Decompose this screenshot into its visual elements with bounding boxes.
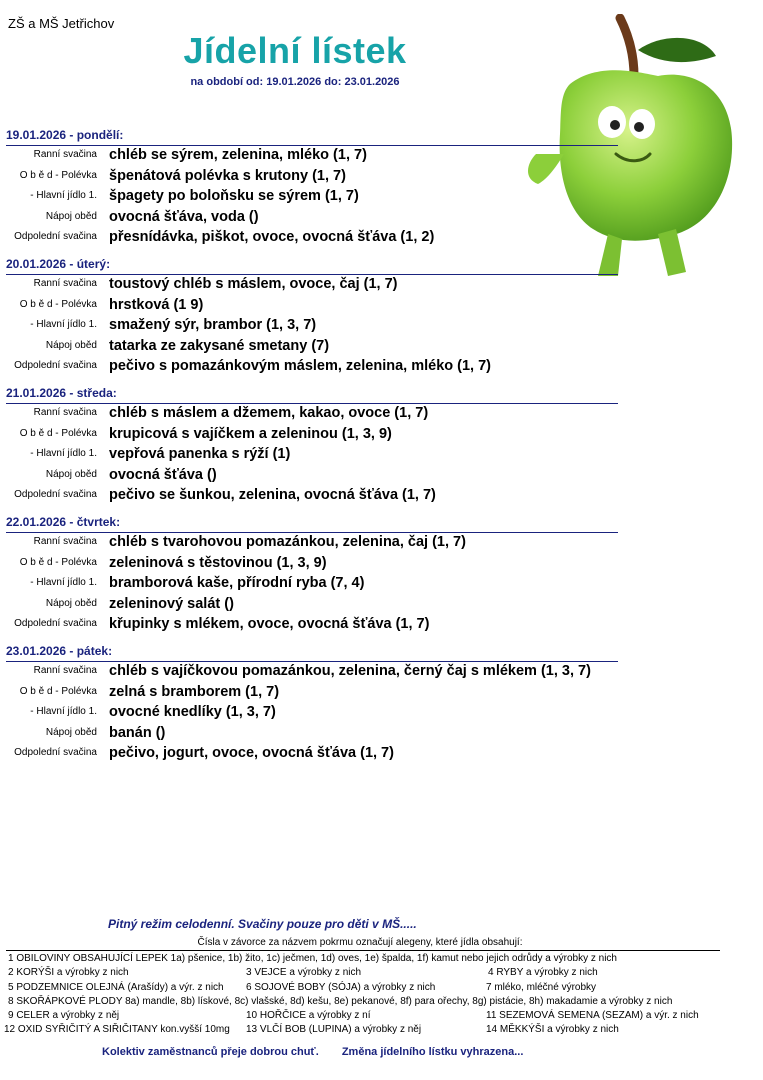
meal-row-main xyxy=(6,445,618,466)
day-heading: 19.01.2026 - pondělí: xyxy=(6,128,618,146)
meal-row-morning-snack xyxy=(6,404,618,425)
meal-text: špagety po boloňsku se sýrem (1, 7) xyxy=(109,188,359,204)
meal-text: chléb se sýrem, zelenina, mléko (1, 7) xyxy=(109,147,367,163)
allergen-item: 1 OBILOVINY OBSAHUJÍCÍ LEPEK 1a) pšenice, 1b) žito, 1c) ječmen, 1d) oves, 1e) špalda, 1f) kamut nebo jejich odrůdy a výrobky z nich xyxy=(8,953,617,964)
allergen-item: 12 OXID SYŘIČITÝ A SIŘIČITANY kon.vyšší 10mg xyxy=(4,1024,230,1036)
meal-row-drink xyxy=(6,595,618,616)
allergen-item: 7 mléko, mléčné výrobky xyxy=(486,981,597,993)
meal-text: bramborová kaše, přírodní ryba (7, 4) xyxy=(109,575,365,591)
meal-label: - Hlavní jídlo 1. xyxy=(30,706,97,717)
meal-label: Odpolední svačina xyxy=(14,231,97,242)
meal-text: zeleninová s těstovinou (1, 3, 9) xyxy=(109,554,327,571)
meal-row-morning-snack xyxy=(6,662,618,683)
meal-row-afternoon-snack xyxy=(6,615,618,636)
meal-label: - Hlavní jídlo 1. xyxy=(30,319,97,330)
meal-text: ovocné knedlíky (1, 3, 7) xyxy=(109,704,276,720)
allergen-item: 2 KORÝŠI a výrobky z nich xyxy=(8,967,129,979)
meal-row-afternoon-snack xyxy=(6,486,618,507)
meal-text: vepřová panenka s rýží (1) xyxy=(109,446,291,462)
meal-label: Odpolední svačina xyxy=(14,618,97,629)
school-name: ZŠ a MŠ Jetřichov xyxy=(8,16,115,31)
meal-label: Ranní svačina xyxy=(33,407,97,418)
meal-label: Nápoj oběd xyxy=(45,468,97,480)
meal-label: Odpolední svačina xyxy=(14,360,97,371)
meal-label: O b ě d - Polévka xyxy=(19,685,97,697)
meal-label: Odpolední svačina xyxy=(14,489,97,500)
allergen-legend xyxy=(4,953,728,1039)
meal-text: banán () xyxy=(109,724,166,741)
meal-label: Ranní svačina xyxy=(33,278,97,289)
footer-wish: Kolektiv zaměstnanců přeje dobrou chuť. xyxy=(102,1046,319,1058)
meal-label: - Hlavní jídlo 1. xyxy=(30,190,97,201)
meal-row-afternoon-snack xyxy=(6,357,618,378)
meal-label: Odpolední svačina xyxy=(14,747,97,758)
allergen-intro: Čísla v závorce za názvem pokrmu označují alegeny, které jídla obsahují: xyxy=(197,937,523,948)
meal-row-morning-snack xyxy=(6,275,618,296)
divider xyxy=(6,950,720,951)
meal-text: křupinky s mlékem, ovoce, ovocná šťáva (1, 7) xyxy=(109,616,430,632)
meal-text: chléb s tvarohovou pomazánkou, zelenina, čaj (1, 7) xyxy=(109,534,466,550)
meal-row-main xyxy=(6,316,618,337)
meal-text: smažený sýr, brambor (1, 3, 7) xyxy=(109,317,317,333)
day-heading: 22.01.2026 - čtvrtek: xyxy=(6,515,618,533)
meal-label: Ranní svačina xyxy=(33,536,97,547)
meal-text: chléb s máslem a džemem, kakao, ovoce (1, 7) xyxy=(109,405,429,421)
meal-text: krupicová s vajíčkem a zeleninou (1, 3, 9) xyxy=(109,425,392,442)
menu-period: na období od: 19.01.2026 do: 23.01.2026 xyxy=(190,76,400,88)
meal-row-soup xyxy=(6,683,618,704)
meal-label: Nápoj oběd xyxy=(45,210,97,222)
meal-label: - Hlavní jídlo 1. xyxy=(30,577,97,588)
meal-text: tatarka ze zakysané smetany (7) xyxy=(109,337,330,354)
meal-text: toustový chléb s máslem, ovoce, čaj (1, 7) xyxy=(109,276,398,292)
allergen-item: 13 VLČÍ BOB (LUPINA) a výrobky z něj xyxy=(246,1024,422,1036)
footer xyxy=(102,1046,523,1058)
allergen-item: 3 VEJCE a výrobky z nich xyxy=(246,967,362,979)
meal-row-main xyxy=(6,703,618,724)
meal-row-soup xyxy=(6,554,618,575)
meal-row-soup xyxy=(6,296,618,317)
meal-text: chléb s vajíčkovou pomazánkou, zelenina, černý čaj s mlékem (1, 3, 7) xyxy=(109,663,591,679)
meal-label: Nápoj oběd xyxy=(45,726,97,738)
meal-row-drink xyxy=(6,208,618,229)
meal-text: pečivo s pomazánkovým máslem, zelenina, mléko (1, 7) xyxy=(109,358,491,374)
meal-text: pečivo, jogurt, ovoce, ovocná šťáva (1, 7) xyxy=(109,745,394,761)
allergen-item: 4 RYBY a výrobky z nich xyxy=(488,967,598,979)
meal-row-main xyxy=(6,187,618,208)
day-friday xyxy=(6,644,618,765)
meal-row-main xyxy=(6,574,618,595)
allergen-item: 5 PODZEMNICE OLEJNÁ (Arašídy) a výr. z nich xyxy=(8,981,224,993)
meal-row-soup xyxy=(6,425,618,446)
meal-row-drink xyxy=(6,724,618,745)
meal-text: ovocná šťáva, voda () xyxy=(109,208,259,225)
allergen-item: 6 SOJOVÉ BOBY (SÓJA) a výrobky z nich xyxy=(246,981,436,993)
meal-label: O b ě d - Polévka xyxy=(19,169,97,181)
meal-text: hrstková (1 9) xyxy=(109,296,204,313)
meal-text: zeleninový salát () xyxy=(109,595,234,612)
meal-row-morning-snack xyxy=(6,146,618,167)
meal-row-drink xyxy=(6,466,618,487)
meal-text: ovocná šťáva () xyxy=(109,466,217,483)
day-heading: 23.01.2026 - pátek: xyxy=(6,644,618,662)
drink-regime-note: Pitný režim celodenní. Svačiny pouze pro děti v MŠ..... xyxy=(108,917,417,931)
meal-text: pečivo se šunkou, zelenina, ovocná šťáva (1, 7) xyxy=(109,487,436,503)
footer-change-notice: Změna jídelního lístku vyhrazena... xyxy=(341,1046,524,1058)
meal-label: Ranní svačina xyxy=(33,665,97,676)
meal-label: O b ě d - Polévka xyxy=(19,427,97,439)
day-tuesday xyxy=(6,257,618,378)
meal-row-morning-snack xyxy=(6,533,618,554)
meal-label: O b ě d - Polévka xyxy=(19,556,97,568)
meal-row-drink xyxy=(6,337,618,358)
meal-text: špenátová polévka s krutony (1, 7) xyxy=(109,167,346,184)
page-title: Jídelní lístek xyxy=(183,30,407,71)
meal-row-afternoon-snack xyxy=(6,744,618,765)
day-wednesday xyxy=(6,386,618,507)
day-heading: 21.01.2026 - středa: xyxy=(6,386,618,404)
meal-text: přesnídávka, piškot, ovoce, ovocná šťáva (1, 2) xyxy=(109,229,435,245)
meal-label: O b ě d - Polévka xyxy=(19,298,97,310)
day-heading: 20.01.2026 - úterý: xyxy=(6,257,618,275)
meal-text: zelná s bramborem (1, 7) xyxy=(109,683,280,700)
day-thursday xyxy=(6,515,618,636)
meal-label: Nápoj oběd xyxy=(45,339,97,351)
meal-row-afternoon-snack xyxy=(6,228,618,249)
allergen-item: 8 SKOŘÁPKOVÉ PLODY 8a) mandle, 8b) lískové, 8c) vlašské, 8d) kešu, 8e) pekanové, 8f) para ořechy, 8g) pistácie, 8h) makadamie a výrobky z nich xyxy=(8,995,673,1007)
meal-row-soup xyxy=(6,167,618,188)
meal-label: Nápoj oběd xyxy=(45,597,97,609)
allergen-item: 10 HOŘČICE a výrobky z ní xyxy=(246,1010,371,1022)
allergen-item: 9 CELER a výrobky z něj xyxy=(8,1010,120,1022)
meal-label: Ranní svačina xyxy=(33,149,97,160)
allergen-item: 11 SEZEMOVÁ SEMENA (SEZAM) a výr. z nich xyxy=(486,1010,699,1022)
day-monday xyxy=(6,128,618,249)
allergen-item: 14 MĚKKÝŠI a výrobky z nich xyxy=(486,1024,619,1036)
meal-label: - Hlavní jídlo 1. xyxy=(30,448,97,459)
